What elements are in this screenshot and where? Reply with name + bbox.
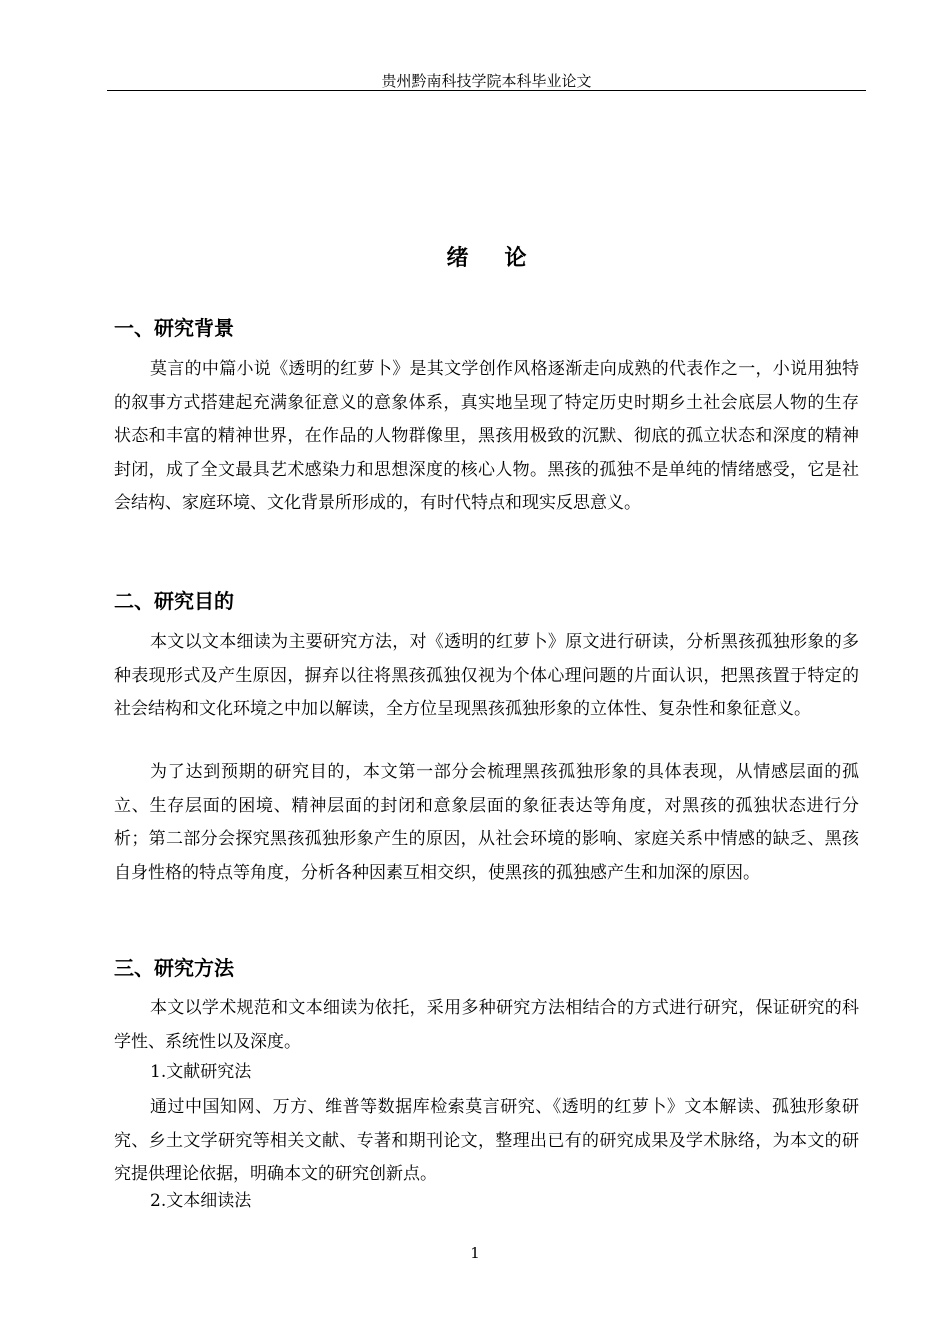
subsection-label-literature: 1.文献研究法 <box>150 1062 252 1082</box>
paragraph-background: 莫言的中篇小说《透明的红萝卜》是其文学创作风格逐渐走向成熟的代表作之一，小说用独特的叙事方式搭建起充满象征意义的意象体系，真实地呈现了特定历史时期乡土社会底层人物的生存状态和丰富的精神世界，在作品的人物群像里，黑孩用极致的沉默、彻底的孤立状态和深度的精神封闭，成了全文最具艺术感染力和思想深度的核心人物。黑孩的孤独不是单纯的情绪感受，它是社会结构、家庭环境、文化背景所形成的，有时代特点和现实反思意义。 <box>114 359 859 514</box>
section-heading-background: 一、研究背景 <box>114 316 234 340</box>
subsection-label-close-reading: 2.文本细读法 <box>150 1191 252 1211</box>
paragraph-method-intro: 本文以学术规范和文本细读为依托，采用多种研究方法相结合的方式进行研究，保证研究的科学性、系统性以及深度。 <box>114 998 859 1052</box>
paragraph-literature-method: 通过中国知网、万方、维普等数据库检索莫言研究、《透明的红萝卜》文本解读、孤独形象研究、乡土文学研究等相关文献、专著和期刊论文，整理出已有的研究成果及学术脉络，为本文的研究提供理论依据，明确本文的研究创新点。 <box>114 1097 859 1185</box>
paragraph-purpose-2: 为了达到预期的研究目的，本文第一部分会梳理黑孩孤独形象的具体表现，从情感层面的孤立、生存层面的困境、精神层面的封闭和意象层面的象征表达等角度，对黑孩的孤独状态进行分析；第二部分会探究黑孩孤独形象产生的原因，从社会环境的影响、家庭关系中情感的缺乏、黑孩自身性格的特点等角度，分析各种因素互相交织，使黑孩的孤独感产生和加深的原因。 <box>114 762 859 883</box>
paragraph-purpose-1: 本文以文本细读为主要研究方法，对《透明的红萝卜》原文进行研读，分析黑孩孤独形象的多种表现形式及产生原因，摒弃以往将黑孩孤独仅视为个体心理问题的片面认识，把黑孩置于特定的社会结构和文化环境之中加以解读，全方位呈现黑孩孤独形象的立体性、复杂性和象征意义。 <box>114 632 859 720</box>
page-number: 1 <box>470 1244 480 1262</box>
section-heading-purpose: 二、研究目的 <box>114 589 234 613</box>
chapter-title: 绪论 <box>446 246 563 271</box>
running-header: 贵州黔南科技学院本科毕业论文 <box>381 72 592 90</box>
section-heading-method: 三、研究方法 <box>114 956 234 980</box>
header-rule <box>107 90 866 91</box>
